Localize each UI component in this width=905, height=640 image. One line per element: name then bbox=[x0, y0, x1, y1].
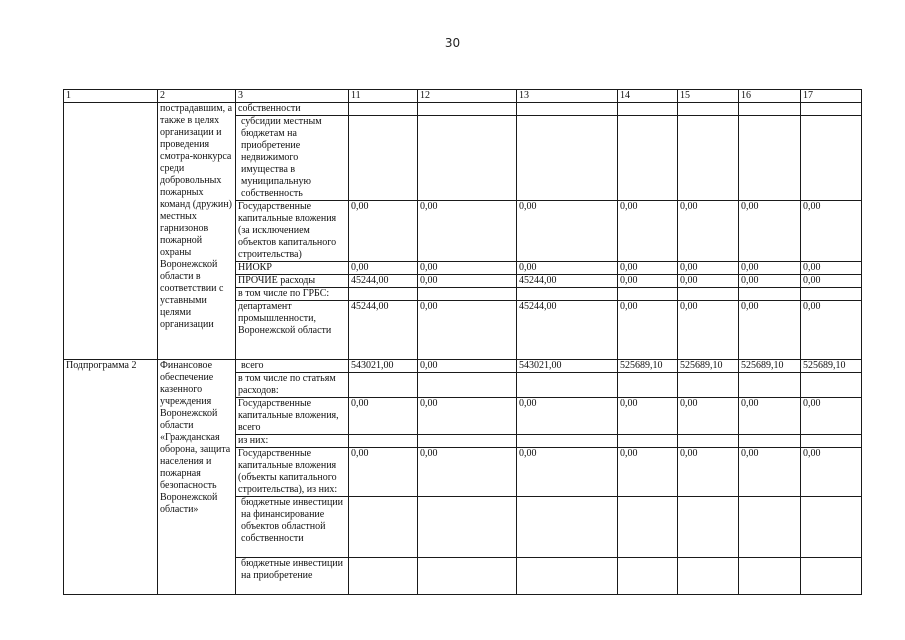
value-cell bbox=[517, 288, 618, 301]
value-cell bbox=[678, 288, 739, 301]
value-cell: 45244,00 bbox=[517, 301, 618, 360]
header-cell: 11 bbox=[349, 90, 418, 103]
value-cell bbox=[739, 103, 801, 116]
value-cell bbox=[678, 558, 739, 595]
value-cell: 0,00 bbox=[678, 301, 739, 360]
table-row bbox=[64, 103, 862, 116]
value-cell: 543021,00 bbox=[349, 360, 418, 373]
value-cell: 0,00 bbox=[618, 398, 678, 435]
value-cell bbox=[678, 497, 739, 558]
value-cell bbox=[801, 558, 862, 595]
row-label: ПРОЧИЕ расходы bbox=[236, 275, 349, 288]
value-cell: 0,00 bbox=[678, 262, 739, 275]
value-cell bbox=[418, 288, 517, 301]
header-cell: 2 bbox=[158, 90, 236, 103]
value-cell: 525689,10 bbox=[678, 360, 739, 373]
value-cell: 0,00 bbox=[418, 262, 517, 275]
subprogram-label: Подпрограмма 2 bbox=[64, 360, 158, 595]
value-cell bbox=[739, 373, 801, 398]
value-cell bbox=[517, 103, 618, 116]
value-cell: 0,00 bbox=[678, 275, 739, 288]
value-cell: 0,00 bbox=[418, 398, 517, 435]
value-cell bbox=[739, 116, 801, 201]
value-cell: 0,00 bbox=[739, 201, 801, 262]
row-label: НИОКР bbox=[236, 262, 349, 275]
value-cell: 0,00 bbox=[618, 201, 678, 262]
value-cell: 0,00 bbox=[517, 262, 618, 275]
value-cell: 0,00 bbox=[418, 201, 517, 262]
value-cell bbox=[618, 435, 678, 448]
value-cell bbox=[349, 103, 418, 116]
value-cell: 0,00 bbox=[801, 398, 862, 435]
value-cell bbox=[418, 103, 517, 116]
value-cell bbox=[618, 116, 678, 201]
value-cell bbox=[349, 435, 418, 448]
value-cell: 0,00 bbox=[618, 262, 678, 275]
value-cell bbox=[517, 558, 618, 595]
value-cell bbox=[618, 558, 678, 595]
row-label: из них: bbox=[236, 435, 349, 448]
value-cell: 525689,10 bbox=[801, 360, 862, 373]
header-row bbox=[64, 90, 862, 103]
block1-description: пострадавшим, а также в целях организации и проведения смотра-конкурса среди добровольных пожарных команд (дружин) местных гарнизонов пожарной охраны Воронежской области в соответствии с уставными целями организации bbox=[158, 103, 236, 360]
value-cell: 0,00 bbox=[801, 448, 862, 497]
value-cell: 0,00 bbox=[618, 301, 678, 360]
value-cell: 0,00 bbox=[418, 448, 517, 497]
value-cell bbox=[618, 103, 678, 116]
value-cell bbox=[349, 373, 418, 398]
value-cell: 0,00 bbox=[739, 398, 801, 435]
value-cell: 45244,00 bbox=[349, 301, 418, 360]
value-cell bbox=[349, 288, 418, 301]
value-cell bbox=[739, 435, 801, 448]
row-label: бюджетные инвестиции на финансирование объектов областной собственности bbox=[236, 497, 349, 558]
value-cell bbox=[678, 373, 739, 398]
budget-table bbox=[63, 89, 862, 595]
header-cell: 1 bbox=[64, 90, 158, 103]
value-cell bbox=[618, 373, 678, 398]
header-cell: 13 bbox=[517, 90, 618, 103]
value-cell: 0,00 bbox=[517, 201, 618, 262]
value-cell bbox=[418, 373, 517, 398]
row-label: Государственные капитальные вложения (за исключением объектов капитального строительства) bbox=[236, 201, 349, 262]
value-cell bbox=[801, 497, 862, 558]
value-cell: 0,00 bbox=[801, 262, 862, 275]
value-cell bbox=[801, 288, 862, 301]
block1-col1 bbox=[64, 103, 158, 360]
page-number: 30 bbox=[444, 36, 461, 50]
value-cell bbox=[801, 373, 862, 398]
row-label: Государственные капитальные вложения (объекты капитального строительства), из них: bbox=[236, 448, 349, 497]
value-cell: 45244,00 bbox=[349, 275, 418, 288]
row-label: бюджетные инвестиции на приобретение bbox=[236, 558, 349, 595]
subprogram-description: Финансовое обеспечение казенного учреждения Воронежской области «Гражданская оборона, защита населения и пожарная безопасность Воронежской области» bbox=[158, 360, 236, 595]
value-cell: 525689,10 bbox=[618, 360, 678, 373]
value-cell: 0,00 bbox=[801, 275, 862, 288]
value-cell: 0,00 bbox=[349, 398, 418, 435]
value-cell bbox=[517, 435, 618, 448]
value-cell bbox=[349, 497, 418, 558]
row-label: собственности bbox=[236, 103, 349, 116]
value-cell: 0,00 bbox=[678, 398, 739, 435]
row-label: в том числе по статьям расходов: bbox=[236, 373, 349, 398]
header-cell: 17 bbox=[801, 90, 862, 103]
value-cell bbox=[418, 116, 517, 201]
value-cell bbox=[801, 116, 862, 201]
value-cell bbox=[739, 288, 801, 301]
value-cell: 0,00 bbox=[678, 201, 739, 262]
value-cell: 0,00 bbox=[801, 301, 862, 360]
row-label: Государственные капитальные вложения, всего bbox=[236, 398, 349, 435]
value-cell: 0,00 bbox=[517, 448, 618, 497]
value-cell bbox=[739, 558, 801, 595]
value-cell bbox=[349, 116, 418, 201]
value-cell bbox=[678, 103, 739, 116]
value-cell: 0,00 bbox=[801, 201, 862, 262]
row-label: субсидии местным бюджетам на приобретение недвижимого имущества в муниципальную собственность bbox=[236, 116, 349, 201]
value-cell bbox=[801, 103, 862, 116]
value-cell bbox=[678, 116, 739, 201]
value-cell: 0,00 bbox=[618, 448, 678, 497]
value-cell bbox=[618, 497, 678, 558]
value-cell bbox=[517, 373, 618, 398]
value-cell: 0,00 bbox=[349, 448, 418, 497]
value-cell: 0,00 bbox=[418, 360, 517, 373]
value-cell bbox=[739, 497, 801, 558]
value-cell: 0,00 bbox=[678, 448, 739, 497]
value-cell: 0,00 bbox=[739, 275, 801, 288]
value-cell: 0,00 bbox=[418, 301, 517, 360]
header-cell: 14 bbox=[618, 90, 678, 103]
value-cell bbox=[618, 288, 678, 301]
row-label: департамент промышленности, Воронежской области bbox=[236, 301, 349, 360]
table-row bbox=[64, 360, 862, 373]
value-cell: 0,00 bbox=[517, 398, 618, 435]
value-cell bbox=[801, 435, 862, 448]
value-cell: 543021,00 bbox=[517, 360, 618, 373]
header-cell: 12 bbox=[418, 90, 517, 103]
value-cell bbox=[678, 435, 739, 448]
header-cell: 15 bbox=[678, 90, 739, 103]
value-cell: 0,00 bbox=[739, 262, 801, 275]
value-cell: 0,00 bbox=[739, 301, 801, 360]
value-cell bbox=[418, 497, 517, 558]
value-cell bbox=[418, 558, 517, 595]
value-cell: 525689,10 bbox=[739, 360, 801, 373]
value-cell: 0,00 bbox=[618, 275, 678, 288]
value-cell: 0,00 bbox=[349, 262, 418, 275]
header-cell: 16 bbox=[739, 90, 801, 103]
value-cell bbox=[349, 558, 418, 595]
value-cell: 45244,00 bbox=[517, 275, 618, 288]
row-label: в том числе по ГРБС: bbox=[236, 288, 349, 301]
value-cell: 0,00 bbox=[739, 448, 801, 497]
value-cell bbox=[517, 116, 618, 201]
value-cell bbox=[517, 497, 618, 558]
row-label: всего bbox=[236, 360, 349, 373]
value-cell: 0,00 bbox=[349, 201, 418, 262]
value-cell: 0,00 bbox=[418, 275, 517, 288]
header-cell: 3 bbox=[236, 90, 349, 103]
value-cell bbox=[418, 435, 517, 448]
